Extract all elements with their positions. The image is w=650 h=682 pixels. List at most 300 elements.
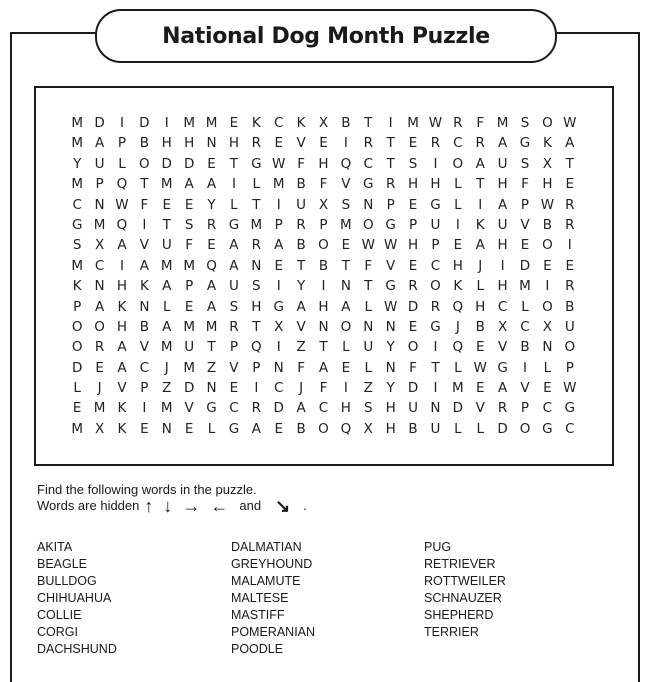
grid-letter: T [431, 359, 440, 376]
word-list-column-2 [231, 539, 315, 658]
grid-letter: I [478, 196, 483, 213]
grid-letter: O [94, 318, 105, 335]
grid-letter: T [565, 155, 574, 172]
grid-letter: M [71, 420, 84, 437]
grid-letter: W [563, 380, 577, 397]
grid-letter: W [115, 196, 129, 213]
grid-letter: A [251, 420, 261, 437]
grid-letter: F [140, 196, 149, 213]
grid-letter: T [162, 216, 171, 233]
grid-letter: I [343, 135, 348, 152]
grid-letter: H [407, 176, 419, 193]
grid-letter: X [94, 420, 105, 437]
grid-letter: R [251, 400, 262, 417]
grid-letter: G [430, 318, 441, 335]
grid-letter: H [497, 176, 508, 193]
grid-letter: A [229, 257, 239, 274]
word-list-item: SCHNAUZER [424, 591, 502, 605]
grid-letter: H [184, 135, 195, 152]
grid-letter: B [520, 339, 530, 356]
grid-letter: G [385, 216, 396, 233]
grid-letter: U [564, 318, 575, 335]
grid-letter: E [229, 380, 239, 397]
grid-letter: L [454, 176, 462, 193]
grid-letter: O [318, 420, 329, 437]
grid-letter: U [94, 155, 105, 172]
grid-letter: A [94, 298, 105, 315]
grid-letter: Q [340, 155, 352, 172]
word-list-column-1 [37, 539, 117, 658]
grid-letter: K [139, 278, 149, 295]
grid-letter: I [164, 115, 169, 131]
grid-letter: M [519, 278, 531, 295]
grid-letter: R [430, 298, 441, 315]
grid-letter: Y [386, 339, 395, 356]
grid-letter: U [296, 196, 307, 213]
grid-letter: N [430, 400, 441, 417]
grid-letter: C [363, 155, 373, 172]
grid-letter: E [162, 196, 172, 213]
grid-letter: C [139, 359, 150, 376]
grid-letter: S [520, 115, 530, 131]
grid-letter: A [162, 278, 172, 295]
grid-letter: E [274, 257, 283, 274]
grid-letter: A [117, 339, 127, 356]
grid-letter: D [497, 420, 508, 437]
grid-letter: E [72, 400, 82, 417]
grid-letter: R [363, 135, 373, 152]
grid-letter: L [162, 298, 171, 315]
grid-letter: K [117, 298, 127, 315]
grid-letter: I [523, 359, 527, 376]
grid-letter: Y [296, 278, 306, 295]
grid-letter: H [385, 420, 396, 437]
right-arrow-icon: → [182, 496, 201, 516]
grid-letter: T [364, 115, 373, 131]
grid-letter: C [72, 196, 82, 213]
word-list-item: RETRIEVER [424, 557, 496, 571]
grid-letter: A [94, 135, 105, 152]
grid-letter: J [455, 318, 460, 335]
grid-letter: H [385, 400, 396, 417]
grid-letter: X [318, 196, 329, 213]
grid-letter: A [318, 359, 329, 376]
grid-letter: A [206, 278, 217, 295]
grid-letter: O [139, 155, 150, 172]
grid-letter: O [340, 318, 352, 335]
grid-letter: A [117, 237, 127, 254]
grid-letter: H [318, 298, 329, 315]
grid-letter: J [164, 359, 169, 376]
word-list-item: POMERANIAN [231, 625, 316, 639]
grid-letter: M [71, 135, 84, 152]
grid-letter: N [206, 380, 217, 397]
grid-letter: S [184, 216, 194, 233]
up-arrow-icon: ↑ [144, 496, 154, 516]
grid-letter: F [409, 359, 417, 376]
grid-letter: P [252, 359, 261, 376]
grid-letter: I [119, 257, 124, 274]
grid-letter: H [542, 176, 553, 193]
grid-letter: G [273, 298, 284, 315]
grid-letter: I [433, 339, 438, 356]
word-list-item: BULLDOG [37, 574, 97, 588]
grid-letter: H [228, 135, 239, 152]
grid-letter: R [229, 318, 239, 335]
grid-letter: C [565, 420, 575, 437]
grid-letter: V [520, 380, 530, 397]
word-list-item: MALAMUTE [231, 574, 301, 588]
grid-letter: N [385, 318, 396, 335]
grid-letter: A [497, 135, 508, 152]
grid-letter: Z [363, 380, 373, 397]
grid-letter: X [542, 155, 553, 172]
word-list-item: ROTTWEILER [424, 574, 506, 588]
grid-letter: C [273, 115, 284, 131]
grid-letter: T [252, 318, 261, 335]
grid-letter: E [565, 176, 575, 193]
grid-letter: R [565, 196, 575, 213]
grid-letter: E [475, 380, 485, 397]
grid-letter: E [408, 135, 418, 152]
grid-letter: I [455, 216, 460, 233]
grid-letter: P [386, 196, 395, 213]
grid-letter: W [383, 298, 398, 315]
grid-letter: R [296, 216, 306, 233]
grid-letter: T [229, 155, 239, 172]
grid-letter: R [475, 135, 485, 152]
grid-letter: H [251, 298, 262, 315]
grid-letter: N [318, 318, 329, 335]
word-list-item: MALTESE [231, 591, 289, 605]
grid-letter: I [119, 115, 124, 131]
grid-letter: U [430, 420, 441, 437]
grid-letter: I [433, 155, 438, 172]
grid-letter: S [229, 298, 239, 315]
grid-letter: E [475, 339, 485, 356]
grid-letter: F [476, 115, 485, 131]
grid-letter: G [228, 420, 240, 437]
grid-letter: R [565, 278, 575, 295]
grid-letter: S [72, 237, 82, 254]
grid-letter: Q [340, 420, 352, 437]
grid-letter: L [364, 298, 373, 315]
grid-letter: S [363, 400, 373, 417]
grid-letter: M [205, 115, 218, 131]
grid-letter: V [296, 318, 306, 335]
grid-letter: E [341, 237, 351, 254]
grid-letter: G [519, 135, 531, 152]
grid-letter: H [475, 298, 486, 315]
grid-letter: Q [251, 339, 262, 356]
grid-letter: D [407, 380, 419, 397]
grid-letter: M [93, 400, 106, 417]
grid-letter: V [520, 216, 530, 233]
word-list-item: CHIHUAHUA [37, 591, 112, 605]
grid-letter: V [497, 339, 508, 356]
grid-letter: D [183, 380, 195, 397]
grid-letter: M [93, 216, 106, 233]
grid-letter: U [430, 216, 441, 233]
grid-letter: W [428, 115, 443, 131]
grid-letter: U [228, 278, 239, 295]
grid-letter: Z [296, 339, 306, 356]
grid-letter: A [162, 318, 172, 335]
grid-letter: A [229, 237, 239, 254]
grid-letter: S [252, 278, 261, 295]
grid-letter: G [385, 278, 396, 295]
grid-letter: I [276, 196, 281, 213]
grid-letter: A [341, 298, 351, 315]
grid-letter: I [231, 176, 236, 193]
grid-letter: F [297, 359, 305, 376]
grid-letter: E [274, 135, 283, 152]
word-list-item: DALMATIAN [231, 540, 302, 554]
word-list-item: DACHSHUND [37, 642, 117, 656]
grid-letter: U [161, 237, 172, 254]
grid-letter: P [95, 176, 104, 193]
grid-letter: O [542, 298, 553, 315]
grid-letter: M [160, 257, 173, 274]
grid-letter: K [117, 400, 127, 417]
grid-letter: L [454, 196, 462, 213]
grid-letter: W [383, 237, 398, 254]
grid-letter: I [276, 278, 281, 295]
grid-letter: D [183, 155, 195, 172]
grid-letter: A [117, 359, 127, 376]
grid-letter: L [342, 339, 350, 356]
grid-letter: K [117, 420, 127, 437]
grid-letter: L [454, 359, 462, 376]
grid-letter: H [430, 176, 441, 193]
word-list-item: BEAGLE [37, 557, 88, 571]
grid-letter: E [520, 237, 530, 254]
grid-letter: B [341, 115, 351, 131]
grid-letter: E [565, 257, 575, 274]
word-list-item: CORGI [37, 625, 78, 639]
grid-letter: O [542, 237, 553, 254]
grid-letter: I [500, 257, 505, 274]
grid-letter: R [565, 216, 575, 233]
grid-letter: C [229, 400, 239, 417]
grid-letter: J [478, 257, 483, 274]
grid-letter: E [207, 155, 216, 172]
grid-letter: F [185, 237, 194, 254]
grid-letter: Z [162, 380, 172, 397]
grid-letter: S [520, 155, 530, 172]
grid-letter: D [407, 298, 419, 315]
grid-letter: R [453, 115, 463, 131]
grid-letter: A [497, 196, 508, 213]
grid-letter: B [408, 420, 418, 437]
grid-letter: A [274, 237, 284, 254]
grid-letter: X [318, 115, 329, 131]
grid-letter: F [319, 380, 328, 397]
grid-letter: T [386, 155, 395, 172]
grid-letter: I [276, 339, 281, 356]
grid-letter: R [385, 176, 396, 193]
grid-letter: E [408, 196, 418, 213]
grid-letter: T [319, 339, 328, 356]
grid-letter: O [407, 339, 419, 356]
grid-letter: K [72, 278, 82, 295]
grid-letter: J [97, 380, 102, 397]
grid-letter: O [318, 237, 329, 254]
grid-letter: H [497, 278, 508, 295]
grid-letter: T [296, 257, 306, 274]
grid-letter: P [274, 216, 283, 233]
grid-letter: C [542, 400, 553, 417]
grid-letter: A [475, 237, 485, 254]
grid-letter: M [340, 216, 352, 233]
grid-letter: E [453, 237, 463, 254]
word-list-item: SHEPHERD [424, 608, 494, 622]
grid-letter: M [160, 176, 173, 193]
grid-letter: D [519, 257, 531, 274]
grid-letter: T [207, 339, 216, 356]
grid-letter: W [361, 237, 375, 254]
grid-letter: D [139, 115, 150, 131]
instruction-end: . [303, 498, 307, 513]
grid-letter: N [363, 196, 374, 213]
grid-letter: R [408, 278, 418, 295]
grid-letter: G [71, 216, 83, 233]
grid-letter: C [497, 298, 508, 315]
grid-letter: L [521, 298, 529, 315]
title-banner [95, 9, 557, 63]
grid-letter: O [542, 115, 553, 131]
grid-letter: N [363, 318, 374, 335]
grid-letter: I [433, 380, 438, 397]
grid-letter: N [542, 339, 553, 356]
grid-letter: A [565, 135, 575, 152]
grid-letter: C [520, 318, 530, 335]
grid-letter: F [364, 257, 373, 274]
grid-letter: Z [206, 359, 217, 376]
grid-letter: B [296, 176, 306, 193]
grid-letter: M [250, 216, 263, 233]
grid-letter: E [95, 359, 104, 376]
grid-letter: X [497, 318, 508, 335]
grid-letter: T [386, 135, 395, 152]
grid-letter: H [497, 237, 508, 254]
grid-letter: P [431, 237, 440, 254]
grid-letter: V [386, 257, 396, 274]
grid-letter: O [71, 318, 83, 335]
grid-letter: C [453, 135, 463, 152]
grid-letter: W [473, 359, 487, 376]
grid-letter: I [142, 400, 147, 417]
word-list-item: TERRIER [424, 625, 479, 639]
grid-letter: X [542, 318, 553, 335]
grid-letter: Q [116, 216, 128, 233]
instruction-and: and [239, 498, 262, 513]
grid-letter: H [318, 155, 329, 172]
grid-letter: X [274, 318, 284, 335]
grid-letter: H [116, 318, 128, 335]
grid-letter: F [297, 155, 305, 172]
grid-letter: S [341, 196, 351, 213]
grid-letter: E [184, 420, 194, 437]
grid-letter: B [296, 237, 306, 254]
grid-letter: M [71, 176, 84, 193]
grid-letter: L [230, 196, 238, 213]
grid-letter: G [542, 420, 553, 437]
grid-letter: L [543, 359, 552, 376]
grid-letter: U [497, 155, 508, 172]
grid-letter: U [497, 216, 508, 233]
instruction-line-2-text: Words are hidden [37, 498, 140, 513]
grid-letter: L [364, 359, 373, 376]
grid-letter: B [565, 298, 575, 315]
grid-letter: G [564, 400, 576, 417]
grid-letter: Q [206, 257, 217, 274]
grid-letter: M [71, 115, 84, 131]
grid-letter: F [521, 176, 529, 193]
grid-letter: B [542, 216, 553, 233]
grid-letter: E [274, 420, 283, 437]
grid-letter: G [228, 216, 240, 233]
grid-letter: D [452, 400, 464, 417]
grid-letter: A [475, 155, 485, 172]
grid-letter: V [475, 400, 485, 417]
grid-letter: K [475, 216, 485, 233]
grid-letter: M [183, 318, 195, 335]
grid-letter: N [340, 278, 351, 295]
grid-letter: S [408, 155, 418, 172]
grid-letter: W [272, 155, 286, 172]
grid-letter: P [140, 380, 149, 397]
grid-letter: C [273, 380, 284, 397]
grid-letter: I [343, 380, 348, 397]
grid-letter: D [94, 115, 105, 131]
grid-letter: E [207, 237, 216, 254]
grid-letter: V [296, 135, 306, 152]
grid-letter: M [71, 257, 84, 274]
grid-letter: O [430, 278, 441, 295]
grid-letter: H [340, 400, 351, 417]
grid-letter: M [183, 359, 195, 376]
grid-letter: M [407, 115, 419, 131]
grid-letter: O [519, 420, 531, 437]
grid-letter: B [475, 318, 485, 335]
grid-letter: C [430, 257, 441, 274]
grid-letter: O [71, 339, 83, 356]
grid-letter: E [140, 420, 149, 437]
grid-letter: V [139, 339, 149, 356]
grid-letter: R [251, 237, 262, 254]
grid-letter: I [142, 216, 147, 233]
instruction-line-1: Find the following words in the puzzle. [37, 482, 257, 497]
grid-letter: L [476, 420, 484, 437]
grid-letter: A [139, 257, 149, 274]
grid-letter: V [117, 380, 127, 397]
grid-letter: C [318, 400, 329, 417]
page-title: National Dog Month Puzzle [162, 23, 490, 49]
grid-letter: X [94, 237, 105, 254]
grid-letter: T [341, 257, 350, 274]
grid-letter: N [161, 420, 172, 437]
grid-letter: Q [452, 298, 464, 315]
word-list-item: POODLE [231, 642, 284, 656]
grid-letter: I [254, 380, 259, 397]
grid-letter: A [206, 176, 217, 193]
grid-letter: R [497, 400, 508, 417]
down-arrow-icon: ↓ [163, 496, 173, 516]
grid-letter: M [205, 318, 218, 335]
grid-letter: G [206, 400, 217, 417]
grid-letter: A [296, 298, 306, 315]
